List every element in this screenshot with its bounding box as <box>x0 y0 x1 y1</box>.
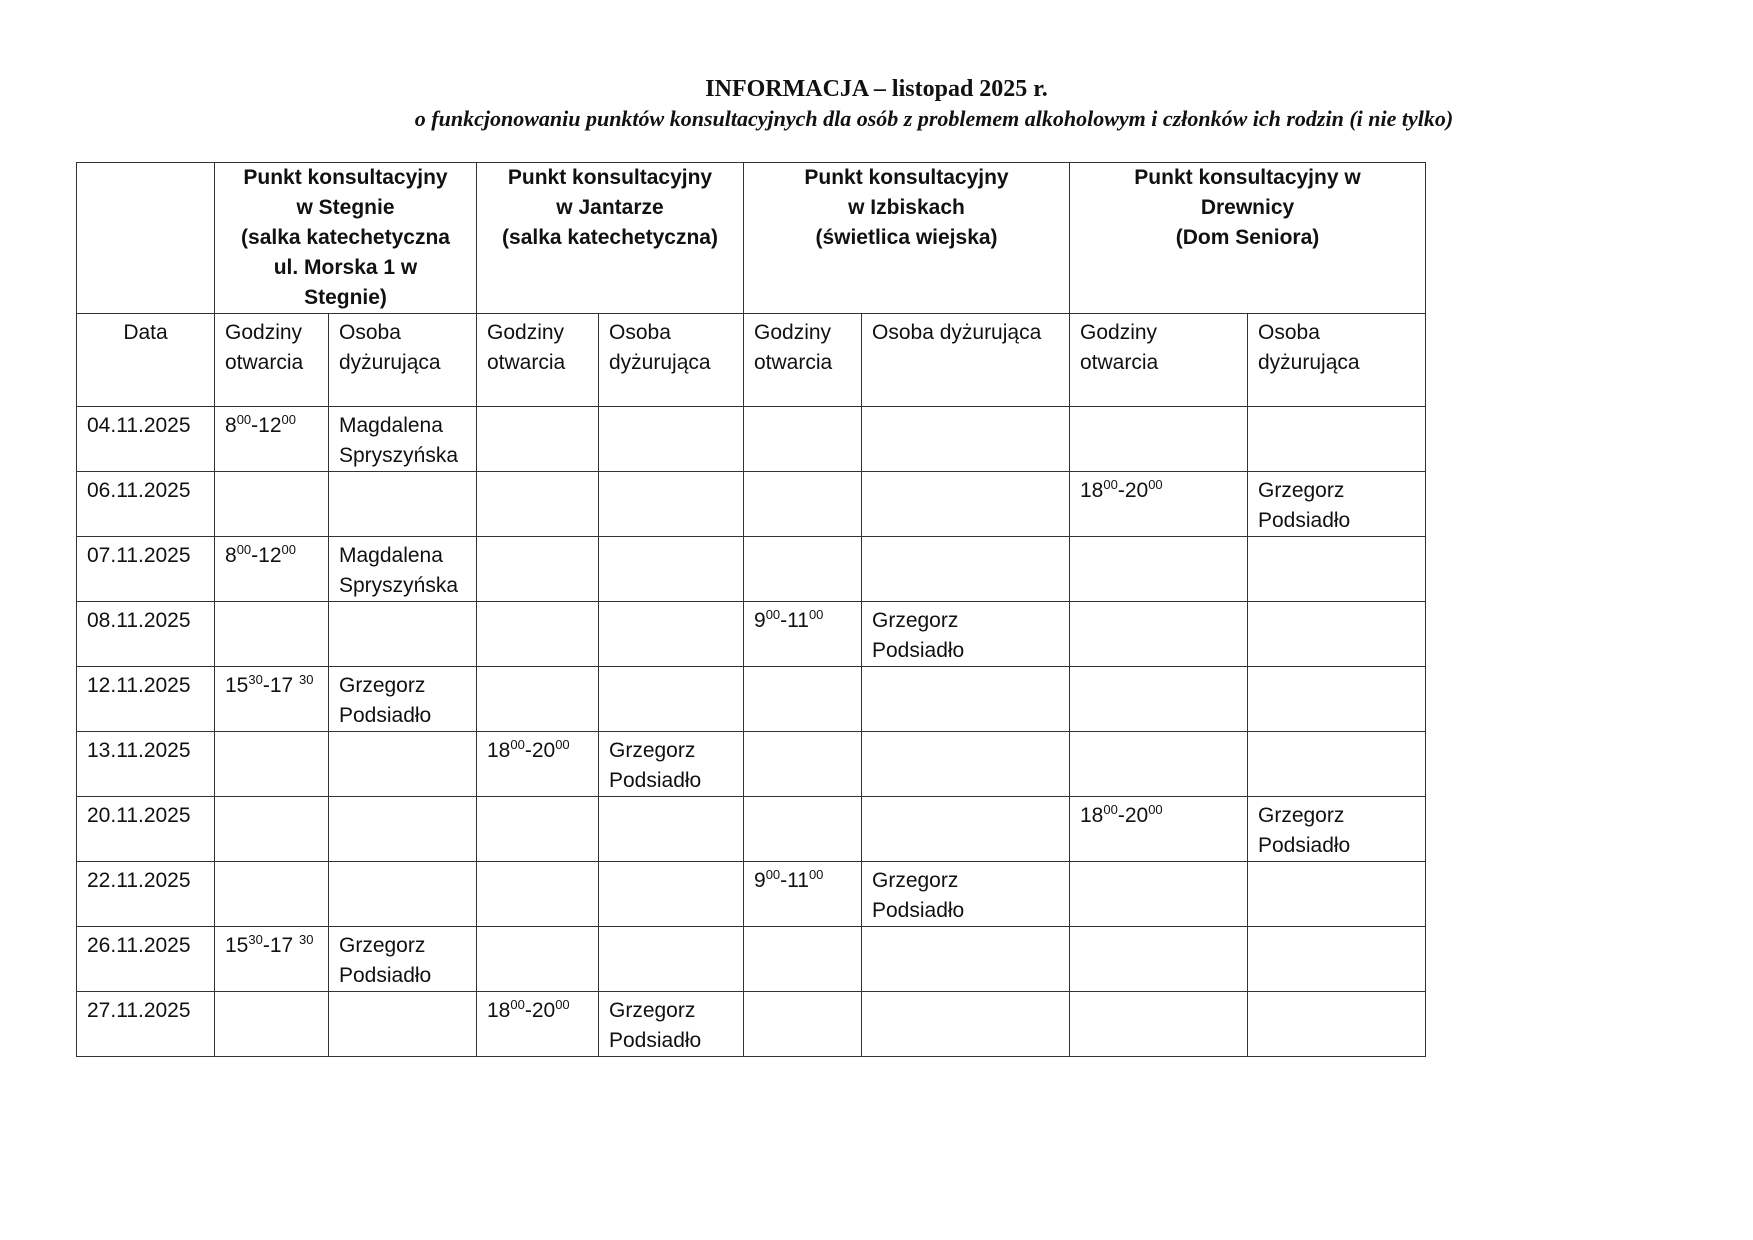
person-name-line: Podsiadło <box>609 1029 702 1052</box>
hour-start: 18 <box>487 999 511 1022</box>
hour-start: 9 <box>754 609 766 632</box>
page-title: INFORMACJA – listopad 2025 r. <box>705 76 1048 102</box>
hours-cell <box>215 927 329 992</box>
table-row <box>77 862 1426 927</box>
person-header-line: Osoba <box>339 321 401 344</box>
hours-cell <box>744 797 862 862</box>
person-cell <box>862 797 1070 862</box>
hour-end: -11 <box>780 869 809 892</box>
person-header-line: dyżurująca <box>609 351 711 374</box>
hours-cell <box>215 667 329 732</box>
person-cell <box>862 667 1070 732</box>
person-cell <box>599 797 744 862</box>
hour-start: 18 <box>1080 804 1104 827</box>
person-cell <box>329 472 477 537</box>
minute-start: 00 <box>765 607 781 622</box>
minute-end: 00 <box>281 542 296 557</box>
date-cell: 08.11.2025 <box>77 602 215 667</box>
hour-end: -20 <box>1117 804 1149 827</box>
person-cell <box>599 667 744 732</box>
person-cell <box>1248 667 1426 732</box>
point-header-line: w Stegnie <box>296 196 395 219</box>
minute-end: 00 <box>1148 802 1163 817</box>
hours-cell <box>215 472 329 537</box>
hours-cell <box>1070 797 1248 862</box>
person-name-line: Podsiadło <box>339 704 432 727</box>
hours-cell <box>215 407 329 472</box>
person-cell <box>1248 602 1426 667</box>
person-name-line: Grzegorz <box>1258 479 1345 502</box>
hours-cell <box>744 927 862 992</box>
hours-column-header <box>215 314 329 407</box>
person-cell <box>862 472 1070 537</box>
hours-cell <box>744 472 862 537</box>
hour-end: -20 <box>524 739 556 762</box>
hours-header-line: otwarcia <box>487 351 566 374</box>
person-cell <box>1248 992 1426 1057</box>
hours-cell <box>744 732 862 797</box>
hour-end: -20 <box>524 999 556 1022</box>
person-cell <box>329 537 477 602</box>
person-column-header <box>599 314 744 407</box>
point-header-izbiska <box>744 163 1070 314</box>
person-column-header <box>329 314 477 407</box>
person-name-line: Grzegorz <box>872 609 959 632</box>
minute-end: 00 <box>808 867 824 882</box>
hours-cell <box>744 862 862 927</box>
person-cell <box>862 602 1070 667</box>
person-column-header <box>1248 314 1426 407</box>
person-name-line: Grzegorz <box>872 869 959 892</box>
point-header-line: Punkt konsultacyjny <box>804 166 1009 189</box>
hours-cell <box>215 862 329 927</box>
person-cell <box>1248 797 1426 862</box>
person-cell <box>329 732 477 797</box>
person-cell <box>862 862 1070 927</box>
person-cell <box>862 732 1070 797</box>
date-cell: 07.11.2025 <box>77 537 215 602</box>
person-cell <box>599 602 744 667</box>
person-header-line: Osoba <box>609 321 671 344</box>
person-cell <box>329 797 477 862</box>
person-name-line: Podsiadło <box>872 899 965 922</box>
hours-cell <box>744 667 862 732</box>
person-header-line: Osoba <box>1258 321 1320 344</box>
minute-start: 00 <box>236 542 252 557</box>
person-name-line: Podsiadło <box>1258 509 1351 532</box>
hours-cell <box>215 732 329 797</box>
page-subtitle: o funkcjonowaniu punktów konsultacyjnych dla osób z problemem alkoholowym i członków ich rodzin (i nie tylko) <box>414 106 1454 131</box>
hours-cell <box>477 732 599 797</box>
table-row <box>77 537 1426 602</box>
hour-start: 8 <box>225 414 237 437</box>
hours-column-header <box>477 314 599 407</box>
hour-start: 18 <box>487 739 511 762</box>
table-row <box>77 797 1426 862</box>
hours-header-line: Godziny <box>1080 321 1158 344</box>
person-name-line: Podsiadło <box>339 964 432 987</box>
hour-end: -20 <box>1117 479 1149 502</box>
hours-cell <box>1070 472 1248 537</box>
minute-start: 00 <box>765 867 781 882</box>
person-cell <box>599 537 744 602</box>
header-empty-cell <box>77 163 215 314</box>
hours-cell <box>477 667 599 732</box>
hours-header-line: Godziny <box>754 321 832 344</box>
minute-end: 30 <box>299 672 314 687</box>
person-name-line: Grzegorz <box>609 999 696 1022</box>
person-cell <box>1248 472 1426 537</box>
table-row <box>77 927 1426 992</box>
hour-end: -17 <box>262 934 300 957</box>
hour-end: -12 <box>251 544 282 567</box>
hours-cell <box>477 537 599 602</box>
person-cell <box>1248 732 1426 797</box>
hours-cell <box>215 537 329 602</box>
consultation-schedule-table <box>76 162 1426 1057</box>
point-header-line: w Izbiskach <box>848 196 965 219</box>
person-column-header <box>862 314 1070 407</box>
person-cell <box>1248 862 1426 927</box>
person-name-line: Podsiadło <box>1258 834 1351 857</box>
table-row <box>77 472 1426 537</box>
table-row <box>77 602 1426 667</box>
date-cell: 20.11.2025 <box>77 797 215 862</box>
person-cell <box>329 602 477 667</box>
hour-start: 15 <box>225 674 249 697</box>
minute-start: 00 <box>510 997 525 1012</box>
hours-header-line: otwarcia <box>1080 351 1159 374</box>
person-name-line: Grzegorz <box>1258 804 1345 827</box>
person-cell <box>862 992 1070 1057</box>
hour-end: -11 <box>780 609 809 632</box>
minute-start: 00 <box>1103 477 1118 492</box>
hours-cell <box>477 992 599 1057</box>
table-row <box>77 732 1426 797</box>
hours-cell <box>215 992 329 1057</box>
point-header-line: Punkt konsultacyjny <box>507 166 713 189</box>
hours-cell <box>477 797 599 862</box>
point-header-line: ul. Morska 1 w <box>273 256 418 279</box>
point-header-line: (salka katechetyczna) <box>502 226 718 249</box>
person-name-line: Spryszyńska <box>339 444 459 467</box>
minute-end: 30 <box>299 932 314 947</box>
hours-cell <box>477 472 599 537</box>
hours-header-line: otwarcia <box>225 351 304 374</box>
point-header-line: (świetlica wiejska) <box>815 226 998 249</box>
hours-column-header <box>744 314 862 407</box>
date-cell: 04.11.2025 <box>77 407 215 472</box>
hour-end: -17 <box>262 674 300 697</box>
minute-end: 00 <box>555 997 570 1012</box>
table-subheader-row <box>77 314 1426 407</box>
person-cell <box>1248 407 1426 472</box>
table-row <box>77 992 1426 1057</box>
point-header-line: w Jantarze <box>556 196 664 219</box>
point-header-drewnica <box>1070 163 1426 314</box>
hour-start: 18 <box>1080 479 1104 502</box>
person-name-line: Grzegorz <box>339 674 426 697</box>
person-name-line: Magdalena <box>339 544 443 567</box>
hour-start: 8 <box>225 544 237 567</box>
table-header-row <box>77 163 1426 314</box>
person-cell <box>599 992 744 1057</box>
hours-cell <box>1070 407 1248 472</box>
date-cell: 06.11.2025 <box>77 472 215 537</box>
hours-cell <box>477 927 599 992</box>
hours-cell <box>215 602 329 667</box>
person-cell <box>599 472 744 537</box>
hours-cell <box>744 602 862 667</box>
person-cell <box>1248 927 1426 992</box>
person-name-line: Podsiadło <box>609 769 702 792</box>
minute-start: 00 <box>1103 802 1118 817</box>
hour-end: -12 <box>251 414 282 437</box>
date-cell: 13.11.2025 <box>77 732 215 797</box>
person-cell <box>862 407 1070 472</box>
hours-cell <box>744 992 862 1057</box>
person-header-line: Osoba dyżurująca <box>872 321 1042 344</box>
table-row <box>77 667 1426 732</box>
point-header-line: Drewnicy <box>1200 196 1295 219</box>
person-cell <box>599 407 744 472</box>
minute-end: 00 <box>555 737 570 752</box>
person-cell <box>599 927 744 992</box>
hours-cell <box>215 797 329 862</box>
hours-cell <box>1070 602 1248 667</box>
person-header-line: dyżurująca <box>339 351 441 374</box>
hours-cell <box>1070 667 1248 732</box>
person-cell <box>329 992 477 1057</box>
hours-cell <box>477 862 599 927</box>
person-cell <box>329 927 477 992</box>
minute-start: 00 <box>510 737 525 752</box>
hours-header-line: otwarcia <box>754 351 833 374</box>
point-header-line: Stegnie) <box>304 286 387 309</box>
person-cell <box>329 862 477 927</box>
point-header-line: Punkt konsultacyjny <box>243 166 448 189</box>
person-cell <box>862 927 1070 992</box>
person-name-line: Grzegorz <box>339 934 426 957</box>
hours-cell <box>1070 732 1248 797</box>
hour-start: 15 <box>225 934 249 957</box>
hours-cell <box>477 407 599 472</box>
point-header-line: (salka katechetyczna <box>241 226 450 249</box>
hours-cell <box>744 537 862 602</box>
date-cell: 22.11.2025 <box>77 862 215 927</box>
minute-end: 00 <box>1148 477 1163 492</box>
person-name-line: Podsiadło <box>872 639 965 662</box>
person-cell <box>599 862 744 927</box>
person-header-line: dyżurująca <box>1258 351 1360 374</box>
date-cell: 12.11.2025 <box>77 667 215 732</box>
point-header-stegna <box>215 163 477 314</box>
minute-end: 00 <box>808 607 824 622</box>
person-name-line: Magdalena <box>339 414 443 437</box>
minute-start: 30 <box>248 672 263 687</box>
person-cell <box>599 732 744 797</box>
hours-cell <box>477 602 599 667</box>
date-cell: 27.11.2025 <box>77 992 215 1057</box>
person-name-line: Grzegorz <box>609 739 696 762</box>
hours-cell <box>1070 537 1248 602</box>
date-cell: 26.11.2025 <box>77 927 215 992</box>
hours-header-line: Godziny <box>225 321 303 344</box>
hours-column-header <box>1070 314 1248 407</box>
person-cell <box>329 407 477 472</box>
table-row <box>77 407 1426 472</box>
point-header-line: (Dom Seniora) <box>1175 226 1320 249</box>
person-cell <box>1248 537 1426 602</box>
point-header-line: Punkt konsultacyjny w <box>1134 166 1361 189</box>
hours-cell <box>744 407 862 472</box>
date-column-header: Data <box>77 314 215 407</box>
hour-start: 9 <box>754 869 766 892</box>
hours-header-line: Godziny <box>487 321 565 344</box>
person-name-line: Spryszyńska <box>339 574 459 597</box>
minute-start: 00 <box>236 412 252 427</box>
hours-cell <box>1070 927 1248 992</box>
person-cell <box>329 667 477 732</box>
hours-cell <box>1070 992 1248 1057</box>
minute-start: 30 <box>248 932 263 947</box>
person-cell <box>862 537 1070 602</box>
hours-cell <box>1070 862 1248 927</box>
point-header-jantar <box>477 163 744 314</box>
minute-end: 00 <box>281 412 296 427</box>
